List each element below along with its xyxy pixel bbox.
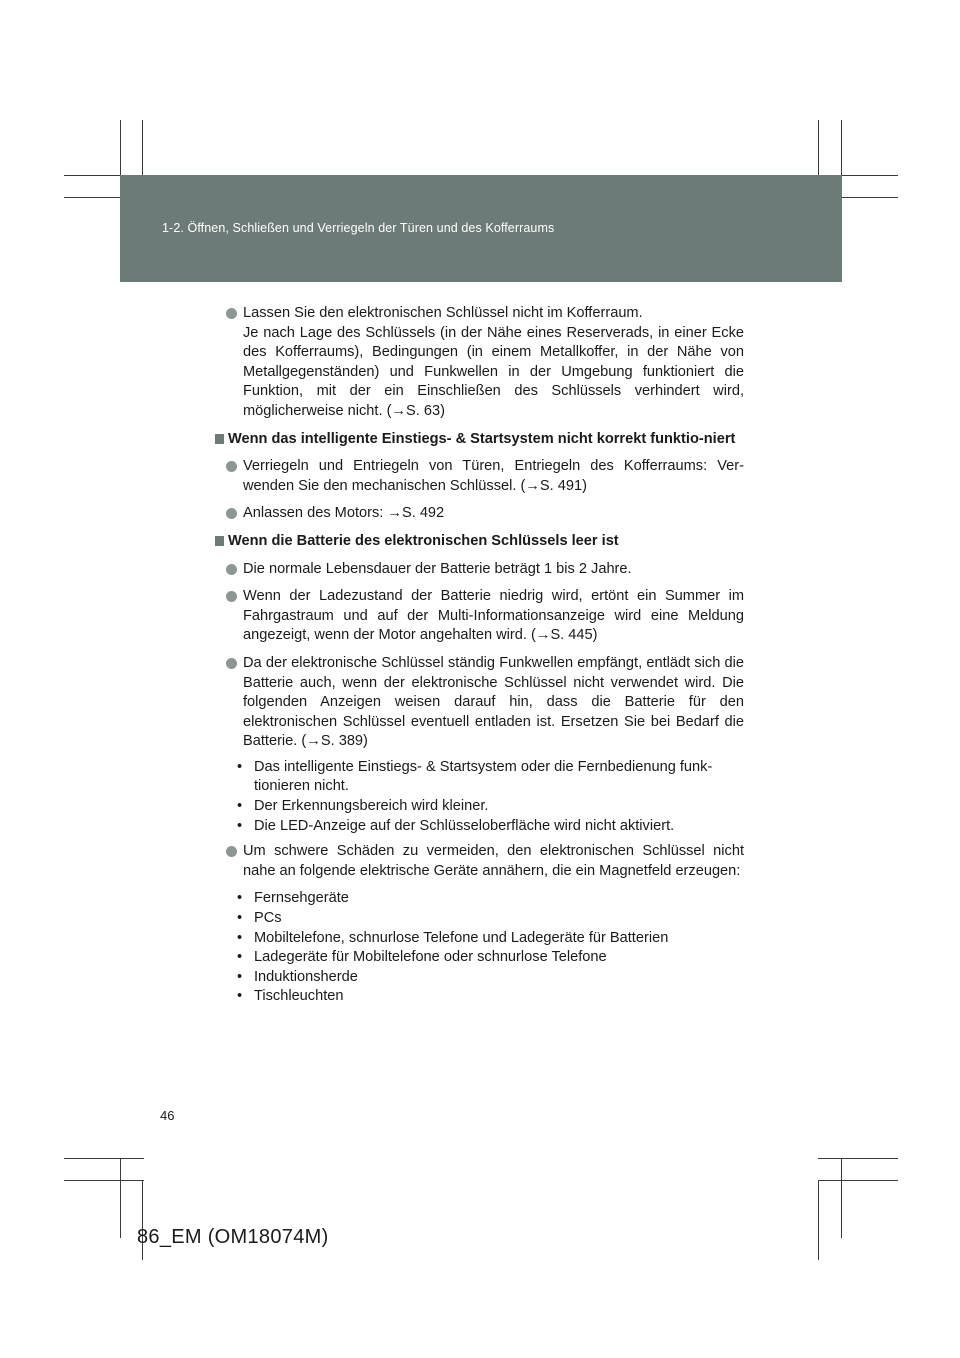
bullet-text: Lassen Sie den elektronischen Schlüssel nicht im Kofferraum. bbox=[243, 305, 643, 321]
sub-list-item bbox=[226, 948, 744, 968]
bullet-dot-icon bbox=[226, 846, 237, 857]
sub-list-item bbox=[226, 909, 744, 929]
sub-bullet-marker: • bbox=[237, 910, 243, 927]
sub-list bbox=[215, 758, 744, 836]
sub-bullet-marker: • bbox=[237, 929, 243, 946]
subsection-heading bbox=[215, 430, 744, 450]
bullet-item bbox=[226, 504, 744, 524]
section-header-band bbox=[120, 175, 842, 282]
sub-list-item bbox=[226, 817, 744, 837]
crop-mark bbox=[64, 1180, 144, 1181]
page-content bbox=[215, 304, 744, 1013]
bullet-item bbox=[226, 560, 744, 580]
sub-list-text: Die LED-Anzeige auf der Schlüsseloberfläche wird nicht aktiviert. bbox=[254, 817, 675, 834]
sub-list-item bbox=[226, 797, 744, 817]
sub-list-text: Mobiltelefone, schnurlose Telefone und Ladegeräte für Batterien bbox=[254, 929, 669, 946]
sub-list-item bbox=[226, 987, 744, 1007]
bullet-dot-icon bbox=[226, 508, 237, 519]
bullet-dot-icon bbox=[226, 564, 237, 575]
sub-bullet-marker: • bbox=[237, 988, 243, 1005]
heading-text: Wenn das intelligente Einstiegs- & Startsystem nicht korrekt funktio-niert bbox=[228, 430, 736, 447]
bullet-dot-icon bbox=[226, 658, 237, 669]
sub-list-text: Fernsehgeräte bbox=[254, 890, 349, 907]
sub-bullet-marker: • bbox=[237, 949, 243, 966]
crop-mark bbox=[818, 1158, 898, 1159]
sub-bullet-marker: • bbox=[237, 968, 243, 985]
bullet-item bbox=[226, 587, 744, 646]
sub-bullet-marker: • bbox=[237, 890, 243, 907]
page-number: 46 bbox=[160, 1108, 175, 1123]
sub-list-item bbox=[226, 929, 744, 949]
document-code: 86_EM (OM18074M) bbox=[137, 1226, 329, 1248]
crop-mark bbox=[841, 1158, 842, 1238]
section-title: 1-2. Öffnen, Schließen und Verriegeln der Türen und des Kofferraums bbox=[162, 221, 555, 235]
sub-list-text: PCs bbox=[254, 910, 282, 927]
bullet-item bbox=[226, 842, 744, 881]
bullet-text: Anlassen des Motors: →S. 492 bbox=[243, 505, 445, 522]
heading-square-icon bbox=[215, 434, 224, 444]
bullet-text: Wenn der Ladezustand der Batterie niedrig wird, ertönt ein Summer im Fahrgastraum und auf der Multi-Informationsanzeige wird eine Meldung angezeigt, wenn der Motor angehalten wird. (→S. 445) bbox=[243, 588, 744, 644]
crop-mark bbox=[818, 1180, 898, 1181]
sub-list-text: Ladegeräte für Mobiltelefone oder schnurlose Telefone bbox=[254, 949, 607, 966]
heading-square-icon bbox=[215, 536, 224, 546]
bullet-dot-icon bbox=[226, 461, 237, 472]
crop-mark bbox=[64, 1158, 144, 1159]
bullet-text: Verriegeln und Entriegeln von Türen, Entriegeln des Kofferraums: Ver-wenden Sie den mechanischen Schlüssel. (→S. 491) bbox=[243, 458, 744, 494]
heading-text: Wenn die Batterie des elektronischen Schlüssels leer ist bbox=[228, 532, 619, 549]
sub-list-item bbox=[226, 968, 744, 988]
bullet-text: Um schwere Schäden zu vermeiden, den elektronischen Schlüssel nicht nahe an folgende elektrische Geräte annähern, die ein Magnetfeld erzeugen: bbox=[243, 843, 744, 879]
sub-list-text: Der Erkennungsbereich wird kleiner. bbox=[254, 798, 489, 815]
subsection-heading bbox=[215, 532, 744, 552]
sub-list-text: Tischleuchten bbox=[254, 988, 344, 1005]
bullet-text-continued: Je nach Lage des Schlüssels (in der Nähe eines Reserverads, in einer Ecke des Kofferraums), Bedingungen (in einem Metallkoffer, in der Nähe von Metallgegenständen) und Funkwellen in der Umgebung funktioniert die Funktion, mit der ein Einschließen des Schlüssels verhindert wird, möglicherweise nicht. (→S. 63) bbox=[243, 324, 744, 419]
sub-list-item bbox=[226, 889, 744, 909]
sub-list-item bbox=[226, 758, 744, 797]
sub-bullet-marker: • bbox=[237, 798, 243, 815]
bullet-item bbox=[226, 654, 744, 752]
bullet-text: Da der elektronische Schlüssel ständig Funkwellen empfängt, entlädt sich die Batterie auch, wenn der elektronische Schlüssel nicht verwendet wird. Die folgenden Anzeigen weisen darauf hin, dass die Batterie für den elektronischen Schlüssel eventuell entladen ist. Ersetzen Sie bei Bedarf die Batterie. (→S. 389) bbox=[243, 654, 744, 750]
sub-bullet-marker: • bbox=[237, 817, 243, 834]
bullet-item bbox=[226, 304, 744, 422]
crop-mark bbox=[818, 1180, 819, 1260]
sub-list-text: Induktionsherde bbox=[254, 968, 358, 985]
sub-list bbox=[215, 889, 744, 1007]
sub-list-text: Das intelligente Einstiegs- & Startsystem oder die Fernbedienung funk-tionieren nicht. bbox=[254, 758, 713, 795]
bullet-text: Die normale Lebensdauer der Batterie beträgt 1 bis 2 Jahre. bbox=[243, 560, 632, 577]
sub-bullet-marker: • bbox=[237, 758, 243, 775]
bullet-dot-icon bbox=[226, 591, 237, 602]
bullet-dot-icon bbox=[226, 308, 237, 319]
crop-mark bbox=[120, 1158, 121, 1238]
bullet-item bbox=[226, 457, 744, 496]
